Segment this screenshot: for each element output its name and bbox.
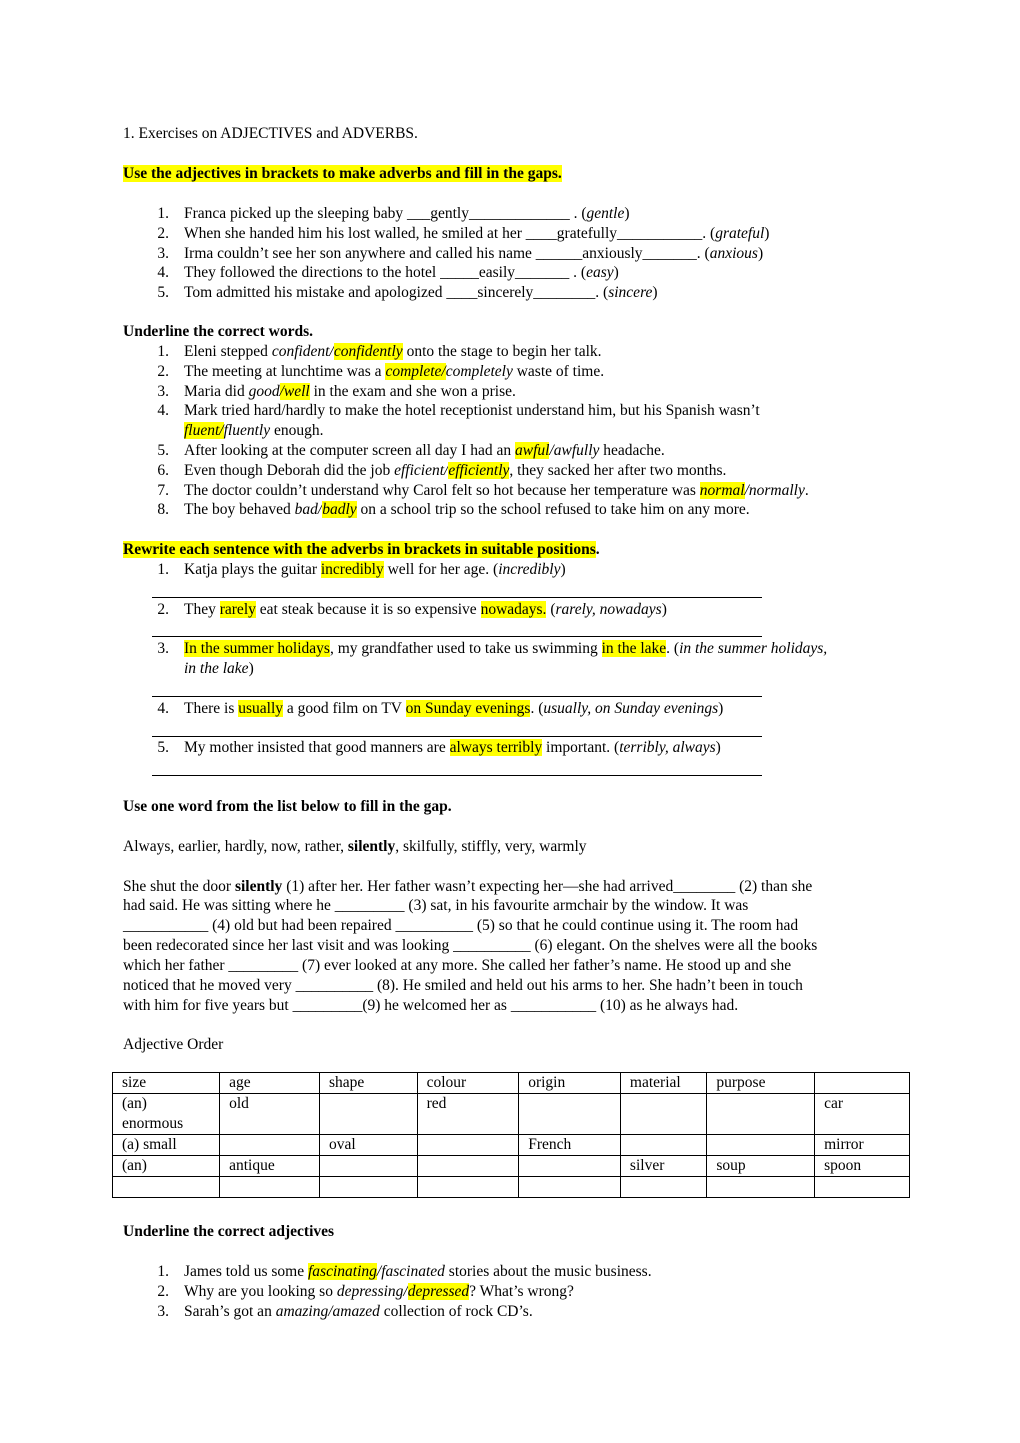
list-number: 5. [157, 284, 169, 301]
item-text: After looking at the computer screen all day I had an [184, 442, 515, 459]
item-text: Why are you looking so [184, 1283, 337, 1300]
highlighted-option: fluent/ [184, 422, 224, 439]
adjective-hint: gentle [586, 205, 625, 222]
table-cell: French [519, 1135, 621, 1156]
table-cell [417, 1135, 519, 1156]
paragraph-text: which her father _________ (7) ever looked at any more. She called her father’s name. He stood up and she [123, 957, 792, 974]
item-text: When she handed him his lost walled, he smiled at her ____gratefully___________. ( [184, 225, 716, 242]
item-end: onto the stage to begin her talk. [402, 343, 602, 360]
item-text: They [184, 601, 220, 618]
list-item-text [184, 263, 619, 283]
list-item-text [184, 738, 721, 758]
option-word: /awfully [549, 442, 600, 459]
list-number: 1. [157, 1263, 169, 1280]
list-number: 3. [157, 245, 169, 262]
table-row [113, 1135, 910, 1156]
list-number: 3. [157, 383, 169, 400]
section1-heading: Use the adjectives in brackets to make adverbs and fill in the gaps. [123, 165, 562, 182]
list-item-text [184, 441, 665, 461]
item-end: ) [624, 205, 630, 222]
list-item-text [184, 244, 763, 264]
list-number: 5. [157, 739, 169, 756]
highlighted-option: badly [322, 501, 357, 518]
item-text: There is [184, 700, 239, 717]
table-cell [319, 1156, 417, 1177]
section6-heading: Underline the correct adjectives [123, 1223, 335, 1240]
table-cell: origin [519, 1073, 621, 1094]
table-cell: shape [319, 1073, 417, 1094]
paragraph-line [123, 996, 738, 1016]
highlighted-option: awful [514, 442, 550, 459]
list-item-text [184, 1282, 574, 1302]
list-item-text [184, 204, 630, 224]
adverb-hint: usually, on Sunday evenings [543, 700, 719, 717]
item-end: headache. [599, 442, 665, 459]
answer-line [152, 696, 762, 697]
table-cell [815, 1073, 910, 1094]
table-cell [707, 1135, 815, 1156]
adverb-hint: in the summer holidays, [679, 640, 828, 657]
section3-heading: Rewrite each sentence with the adverbs in brackets in suitable positions. [123, 541, 600, 558]
table-cell [519, 1094, 621, 1135]
highlighted-option: fascinating [308, 1263, 377, 1280]
item-end: collection of rock CD’s. [379, 1303, 533, 1320]
item-end: ) [757, 245, 764, 262]
item-text: Franca picked up the sleeping baby ___gently_____________ . ( [184, 205, 587, 222]
list-number: 4. [157, 402, 169, 419]
item-text: eat steak because it is so expensive [255, 601, 481, 618]
table-cell [417, 1177, 519, 1198]
table-cell: (an) enormous [113, 1094, 220, 1135]
item-end: ) [248, 660, 254, 677]
item-text: . ( [666, 640, 680, 657]
highlighted-adverb: In the summer holidays [184, 640, 330, 657]
highlighted-option: efficiently [448, 462, 510, 479]
item-text: The doctor couldn’t understand why Carol felt so hot because her temperature was [184, 482, 700, 499]
highlighted-adverb: in the lake [601, 640, 667, 657]
highlighted-option: /well [279, 383, 310, 400]
table-cell: soup [707, 1156, 815, 1177]
list-number: 1. [157, 343, 169, 360]
item-text: a good film on TV [283, 700, 406, 717]
item-end: ) [718, 700, 724, 717]
item-end: ) [715, 739, 721, 756]
answer-line [152, 636, 762, 637]
highlighted-option: depressed [407, 1283, 470, 1300]
paragraph-text: with him for five years but _________(9) he welcomed her as ___________ (10) as he always had. [123, 997, 739, 1014]
table-cell: silver [620, 1156, 706, 1177]
table-cell: mirror [815, 1135, 910, 1156]
list-number: 1. [157, 561, 169, 578]
table-cell [417, 1156, 519, 1177]
paragraph-text: She shut the door [123, 878, 235, 895]
highlighted-option: confidently [333, 343, 403, 360]
highlighted-adverb: always terribly [449, 739, 543, 756]
list-item-text [184, 382, 516, 402]
list-item-text [184, 500, 750, 520]
list-number: 4. [157, 700, 169, 717]
list-item-text [184, 1302, 533, 1322]
item-end: waste of time. [512, 363, 605, 380]
list-number: 2. [157, 1283, 169, 1300]
option-word: fluently [223, 422, 271, 439]
list-number: 8. [157, 501, 169, 518]
adverb-hint: terribly, always [619, 739, 716, 756]
option-word: depressing/ [336, 1283, 408, 1300]
table-cell [620, 1135, 706, 1156]
option-word: /fascinated [376, 1263, 445, 1280]
list-number: 2. [157, 363, 169, 380]
answer-line [152, 736, 762, 737]
highlighted-adverb: on Sunday evenings [405, 700, 531, 717]
item-end: ) [613, 264, 619, 281]
paragraph-line [123, 877, 812, 897]
paragraph-line [123, 936, 817, 956]
item-text: Eleni stepped [184, 343, 272, 360]
paragraph-text: (1) after her. Her father wasn’t expecting her—she had arrived________ (2) than she [282, 878, 813, 895]
item-end: ) [560, 561, 566, 578]
word-list: Always, earlier, hardly, now, rather, silently, skilfully, stiffly, very, warmly [123, 838, 587, 855]
option-word: amazing/amazed [275, 1303, 380, 1320]
list-item-text [184, 461, 726, 481]
highlighted-adverb: nowadays. [480, 601, 547, 618]
item-text: , my grandfather used to take us swimming [329, 640, 602, 657]
option-word: confident/ [271, 343, 334, 360]
highlighted-adverb: incredibly [320, 561, 384, 578]
table-cell [220, 1177, 320, 1198]
item-end: , they sacked her after two months. [509, 462, 727, 479]
option-word: bad/ [294, 501, 323, 518]
adjective-hint: anxious [709, 245, 758, 262]
highlighted-adverb: rarely [219, 601, 256, 618]
item-text: Even though Deborah did the job [184, 462, 395, 479]
table-cell: colour [417, 1073, 519, 1094]
table-cell: old [220, 1094, 320, 1135]
item-text: Katja plays the guitar [184, 561, 321, 578]
table-cell [815, 1177, 910, 1198]
list-number: 6. [157, 462, 169, 479]
table-row [113, 1073, 910, 1094]
table-cell [707, 1094, 815, 1135]
adjective-hint: easy [586, 264, 614, 281]
list-item-text [184, 362, 604, 382]
item-text: They followed the directions to the hotel _____easily_______ . ( [184, 264, 587, 281]
item-end: ) [764, 225, 770, 242]
table-cell: material [620, 1073, 706, 1094]
paragraph-text: noticed that he moved very __________ (8). He smiled and held out his arms to her. She hadn’t been in touch [123, 977, 803, 994]
list-number: 2. [157, 225, 169, 242]
highlighted-adverb: usually [238, 700, 284, 717]
answer-line [152, 775, 762, 776]
item-text: My mother insisted that good manners are [184, 739, 450, 756]
highlighted-option: normal [699, 482, 745, 499]
item-end: stories about the music business. [444, 1263, 652, 1280]
table-cell [319, 1094, 417, 1135]
adjective-hint: grateful [715, 225, 765, 242]
table-cell [519, 1156, 621, 1177]
item-text: The boy behaved [184, 501, 295, 518]
paragraph-line [123, 896, 748, 916]
item-text: Tom admitted his mistake and apologized ____sincerely________. ( [184, 284, 609, 301]
item-text: Sarah’s got an [184, 1303, 276, 1320]
item-end: on a school trip so the school refused to take him on any more. [356, 501, 750, 518]
item-end: in the exam and she won a prise. [309, 383, 516, 400]
list-number: 3. [157, 1303, 169, 1320]
item-text: ( [546, 601, 556, 618]
option-word: completely [445, 363, 513, 380]
table-cell: red [417, 1094, 519, 1135]
list-item-text [184, 342, 602, 362]
highlighted-option: complete/ [385, 363, 446, 380]
list-number: 3. [157, 640, 169, 657]
list-number: 7. [157, 482, 169, 499]
paragraph-text: had said. He was sitting where he _________ (3) sat, in his favourite armchair by the window. It was [123, 897, 749, 914]
item-text: Irma couldn’t see her son anywhere and called his name ______anxiously_______. ( [184, 245, 710, 262]
list-item-text [184, 224, 769, 244]
table-cell: antique [220, 1156, 320, 1177]
list-item-text [184, 283, 658, 303]
paragraph-line [123, 976, 803, 996]
section5-heading: Adjective Order [123, 1036, 224, 1053]
adverb-hint: rarely, nowadays [555, 601, 662, 618]
table-cell: (an) [113, 1156, 220, 1177]
document-title: 1. Exercises on ADJECTIVES and ADVERBS. [123, 125, 418, 142]
table-cell [319, 1177, 417, 1198]
table-cell: age [220, 1073, 320, 1094]
list-item-text [184, 639, 827, 659]
item-end: ) [652, 284, 658, 301]
table-cell: (a) small [113, 1135, 220, 1156]
item-end: . [804, 482, 809, 499]
table-cell [620, 1177, 706, 1198]
section4-heading: Use one word from the list below to fill in the gap. [123, 798, 452, 815]
list-item-text [184, 481, 809, 501]
item-end: ? What’s wrong? [469, 1283, 574, 1300]
paragraph-text: ___________ (4) old but had been repaired __________ (5) so that he could continue using it. The room had [123, 917, 799, 934]
item-text: Mark tried hard/hardly to make the hotel receptionist understand him, but his Spanish wasn’t [184, 402, 760, 419]
list-number: 1. [157, 205, 169, 222]
option-word: good [248, 383, 280, 400]
table-cell [113, 1177, 220, 1198]
item-text: James told us some [184, 1263, 308, 1280]
table-row [113, 1156, 910, 1177]
table-row [113, 1177, 910, 1198]
table-cell [519, 1177, 621, 1198]
list-item-text [184, 699, 723, 719]
adjective-hint: sincere [608, 284, 653, 301]
table-cell: purpose [707, 1073, 815, 1094]
option-word: /normally [744, 482, 805, 499]
adverb-hint: incredibly [498, 561, 561, 578]
item-text: well for her age. ( [383, 561, 499, 578]
list-item-text [184, 560, 566, 580]
option-word: efficient/ [394, 462, 449, 479]
table-cell: spoon [815, 1156, 910, 1177]
item-text: Maria did [184, 383, 249, 400]
list-number: 5. [157, 442, 169, 459]
list-number: 4. [157, 264, 169, 281]
item-text: important. ( [542, 739, 620, 756]
paragraph-line [123, 916, 798, 936]
table-cell [220, 1135, 320, 1156]
paragraph-text: silently [234, 878, 283, 895]
item-end: ) [661, 601, 667, 618]
paragraph-line [123, 956, 791, 976]
adverb-hint: in the lake [184, 660, 249, 677]
list-item-text [184, 600, 667, 620]
section2-heading: Underline the correct words. [123, 323, 313, 340]
list-number: 2. [157, 601, 169, 618]
table-cell: size [113, 1073, 220, 1094]
item-text: . ( [530, 700, 544, 717]
table-cell [620, 1094, 706, 1135]
adjective-order-table [112, 1072, 910, 1198]
answer-line [152, 597, 762, 598]
item-text: The meeting at lunchtime was a [184, 363, 386, 380]
table-cell: oval [319, 1135, 417, 1156]
list-item-text [184, 421, 324, 441]
item-end: enough. [270, 422, 324, 439]
table-row [113, 1094, 910, 1135]
table-cell [707, 1177, 815, 1198]
list-item-text [184, 1262, 652, 1282]
paragraph-text: been redecorated since her last visit and was looking __________ (6) elegant. On the shelves were all the books [123, 937, 818, 954]
list-item-text [184, 659, 254, 679]
table-cell: car [815, 1094, 910, 1135]
list-item-text [184, 401, 760, 421]
